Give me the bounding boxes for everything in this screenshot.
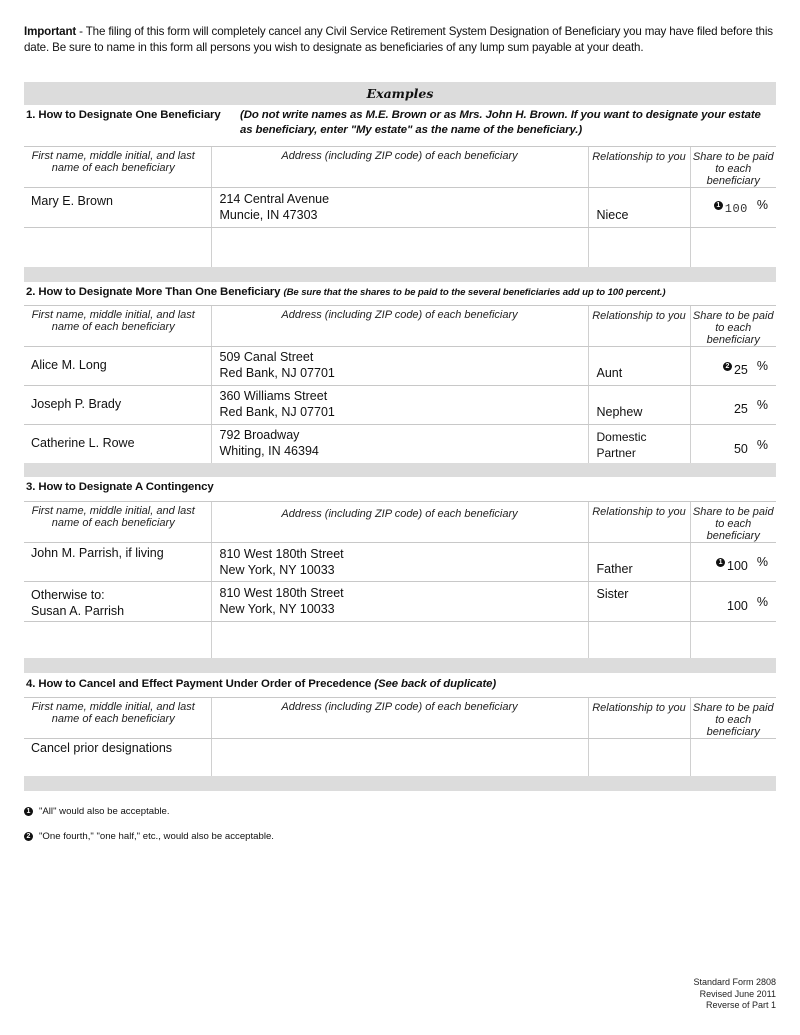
footnote-1 <box>24 806 170 817</box>
beneficiary-address-cell[interactable] <box>211 622 588 661</box>
percent-sign: % <box>756 397 768 412</box>
column-header-name: First name, middle initial, and last name of each beneficiary <box>24 147 211 188</box>
column-header-relationship: Relationship to you <box>588 502 690 543</box>
beneficiary-name: Joseph P. Brady <box>31 397 122 411</box>
beneficiary-address-cell[interactable] <box>211 386 588 425</box>
table-header-row <box>24 502 776 543</box>
share-cell[interactable] <box>690 188 776 228</box>
table-header-row <box>24 698 776 739</box>
beneficiary-name: Cancel prior designations <box>31 741 173 755</box>
column-header-relationship: Relationship to you <box>588 147 690 188</box>
column-header-share: Share to be paid to each beneficiary <box>690 698 776 739</box>
footnote-1-marker-icon: 1 <box>24 807 33 816</box>
footnote-2-marker-icon: 2 <box>24 832 33 841</box>
table-header-row <box>24 147 776 188</box>
footnote-1-marker-icon: 1 <box>714 201 723 210</box>
relationship-cell[interactable] <box>588 622 690 661</box>
address-line-1: 792 Broadway <box>219 428 300 442</box>
beneficiary-name-cell[interactable] <box>24 228 211 268</box>
table-row <box>24 582 776 622</box>
relationship-cell[interactable] <box>588 543 690 582</box>
share-cell[interactable] <box>690 347 776 386</box>
footnote-2-marker-icon: 2 <box>723 362 732 371</box>
beneficiary-address-cell[interactable] <box>211 188 588 228</box>
section-1-note: (Do not write names as M.E. Brown or as Mrs. John H. Brown. If you want to designate your estate as beneficiary, enter "My estate" as the name of the beneficiary.) <box>240 109 761 136</box>
table-row <box>24 188 776 228</box>
beneficiary-name-cell[interactable] <box>24 739 211 778</box>
column-header-name: First name, middle initial, and last name of each beneficiary <box>24 502 211 543</box>
relationship-cell[interactable] <box>588 582 690 622</box>
share-cell[interactable] <box>690 622 776 661</box>
address-line-1: 214 Central Avenue <box>219 192 330 206</box>
table-row <box>24 425 776 465</box>
footnote-2 <box>24 831 274 842</box>
column-header-address: Address (including ZIP code) of each beneficiary <box>211 698 588 739</box>
section-1-title: 1. How to Designate One Beneficiary <box>26 109 221 121</box>
section-3-table <box>24 501 776 661</box>
address-line-1: 360 Williams Street <box>219 389 328 403</box>
column-header-share: Share to be paid to each beneficiary <box>690 502 776 543</box>
column-header-share: Share to be paid to each beneficiary <box>690 306 776 347</box>
section-divider-band <box>24 658 776 673</box>
form-revision: Revised June 2011 <box>699 988 776 999</box>
examples-header-band <box>24 82 776 105</box>
relationship-cell[interactable] <box>588 188 690 228</box>
beneficiary-name: Catherine L. Rowe <box>31 436 135 450</box>
relationship-value: Aunt <box>596 365 623 380</box>
table-row-empty <box>24 228 776 268</box>
column-header-address: Address (including ZIP code) of each beneficiary <box>211 147 588 188</box>
section-2-table <box>24 305 776 465</box>
form-number: Standard Form 2808 <box>693 977 776 987</box>
footnote-1-text: "All" would also be acceptable. <box>39 806 170 817</box>
relationship-cell[interactable] <box>588 425 690 465</box>
beneficiary-name-cell[interactable] <box>24 386 211 425</box>
share-value: 25 <box>733 401 748 416</box>
column-header-address: Address (including ZIP code) of each beneficiary <box>211 306 588 347</box>
beneficiary-name-cell[interactable] <box>24 543 211 582</box>
beneficiary-address-cell[interactable] <box>211 228 588 268</box>
relationship-value: Nephew <box>596 404 643 419</box>
section-2-title-text: 2. How to Designate More Than One Beneficiary <box>26 286 281 298</box>
footnote-1-marker-icon: 1 <box>716 558 725 567</box>
table-header-row <box>24 306 776 347</box>
column-header-share: Share to be paid to each beneficiary <box>690 147 776 188</box>
column-header-name: First name, middle initial, and last name of each beneficiary <box>24 698 211 739</box>
table-row <box>24 543 776 582</box>
share-value: 25 <box>733 362 748 377</box>
address-line-1: 810 West 180th Street <box>219 586 344 600</box>
address-line-2: New York, NY 10033 <box>219 601 335 616</box>
column-header-relationship: Relationship to you <box>588 306 690 347</box>
section-3-title: 3. How to Designate A Contingency <box>26 481 214 493</box>
section-2-note: (Be sure that the shares to be paid to the several beneficiaries add up to 100 percent.) <box>283 287 666 298</box>
beneficiary-name: John M. Parrish, if living <box>31 546 164 560</box>
section-4-table <box>24 697 776 778</box>
examples-title: Examples <box>366 86 434 101</box>
beneficiary-name: Alice M. Long <box>31 358 107 372</box>
address-line-1: 810 West 180th Street <box>219 547 344 561</box>
beneficiary-address-cell[interactable] <box>211 347 588 386</box>
relationship-value: Sister <box>596 587 629 601</box>
percent-sign: % <box>756 554 768 569</box>
relationship-value: Father <box>596 561 633 576</box>
form-identification <box>693 977 776 1012</box>
relationship-value: Domestic Partner <box>596 430 647 460</box>
share-value: 100 <box>724 201 748 216</box>
column-header-relationship: Relationship to you <box>588 698 690 739</box>
beneficiary-name-cell[interactable] <box>24 425 211 465</box>
beneficiary-name-cell[interactable] <box>24 582 211 622</box>
section-4-note: (See back of duplicate) <box>374 678 497 690</box>
beneficiary-name-cell[interactable] <box>24 347 211 386</box>
important-text: - The filing of this form will completely cancel any Civil Service Retirement System Designation of Beneficiary you may have filed before this date. Be sure to name in this form all persons you wish to designate as beneficiaries of any lump sum payable at your death. <box>24 25 773 54</box>
important-label: Important <box>24 25 77 38</box>
footnote-2-text: "One fourth," "one half," etc., would also be acceptable. <box>39 831 274 842</box>
percent-sign: % <box>756 197 768 212</box>
beneficiary-address-cell[interactable] <box>211 543 588 582</box>
relationship-value: Niece <box>596 207 629 222</box>
section-divider-band <box>24 463 776 477</box>
share-value: 50 <box>733 441 748 456</box>
table-row-empty <box>24 622 776 661</box>
section-4-title <box>26 677 496 692</box>
form-part: Reverse of Part 1 <box>705 1000 776 1010</box>
address-line-2: Red Bank, NJ 07701 <box>219 404 335 419</box>
table-row <box>24 386 776 425</box>
beneficiary-name-line-1: Otherwise to: <box>31 588 105 602</box>
relationship-cell[interactable] <box>588 386 690 425</box>
beneficiary-address-cell[interactable] <box>211 582 588 622</box>
beneficiary-name-line-2: Susan A. Parrish <box>31 603 125 618</box>
share-value: 100 <box>727 598 748 613</box>
beneficiary-address-cell[interactable] <box>211 739 588 778</box>
relationship-cell[interactable] <box>588 347 690 386</box>
beneficiary-name-cell[interactable] <box>24 188 211 228</box>
address-line-2: Whiting, IN 46394 <box>219 443 319 458</box>
beneficiary-address-cell[interactable] <box>211 425 588 465</box>
share-cell[interactable] <box>690 543 776 582</box>
relationship-cell[interactable] <box>588 228 690 268</box>
section-4-title-text: 4. How to Cancel and Effect Payment Under Order of Precedence <box>26 678 372 690</box>
percent-sign: % <box>756 437 768 452</box>
beneficiary-name-cell[interactable] <box>24 622 211 661</box>
percent-sign: % <box>756 594 768 609</box>
address-line-2: New York, NY 10033 <box>219 562 335 577</box>
percent-sign: % <box>756 358 768 373</box>
share-value: 100 <box>727 558 748 573</box>
address-line-2: Muncie, IN 47303 <box>219 207 318 222</box>
section-divider-band <box>24 267 776 282</box>
table-row <box>24 739 776 778</box>
address-line-1: 509 Canal Street <box>219 350 314 364</box>
section-1-table <box>24 146 776 268</box>
share-cell[interactable] <box>690 739 776 778</box>
share-cell[interactable] <box>690 228 776 268</box>
address-line-2: Red Bank, NJ 07701 <box>219 365 335 380</box>
column-header-name: First name, middle initial, and last name of each beneficiary <box>24 306 211 347</box>
column-header-address: Address (including ZIP code) of each beneficiary <box>211 502 588 543</box>
share-cell[interactable] <box>690 386 776 425</box>
section-2-title <box>26 285 665 300</box>
beneficiary-name: Mary E. Brown <box>31 194 113 208</box>
section-divider-band <box>24 776 776 791</box>
relationship-cell[interactable] <box>588 739 690 778</box>
important-notice <box>24 24 784 55</box>
share-cell[interactable] <box>690 425 776 465</box>
share-cell[interactable] <box>690 582 776 622</box>
table-row <box>24 347 776 386</box>
